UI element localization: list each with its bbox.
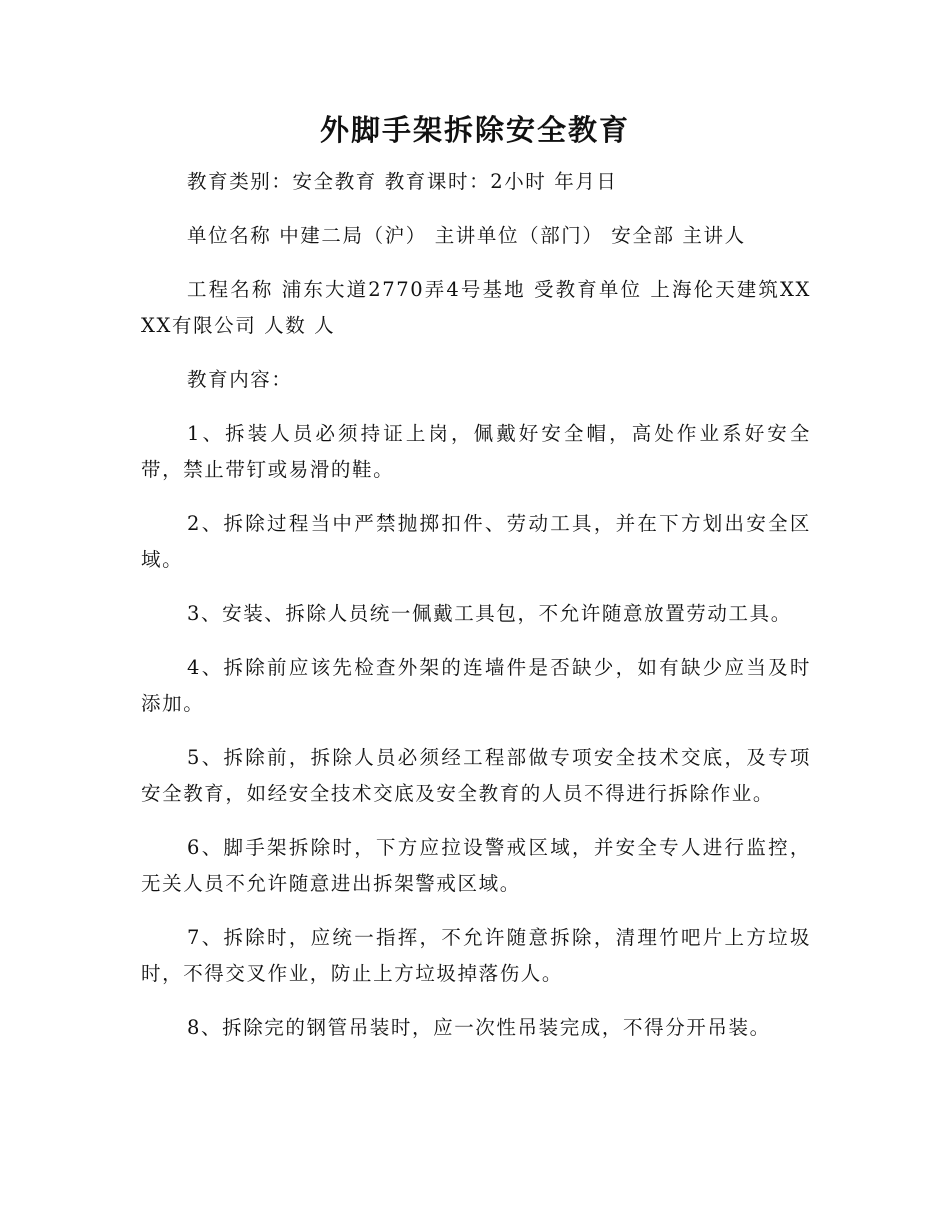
content-item-2: 2、拆除过程当中严禁抛掷扣件、劳动工具，并在下方划出安全区域。 (141, 512, 811, 571)
content-item-5: 5、拆除前，拆除人员必须经工程部做专项安全技术交底，及专项安全教育，如经安全技术交底及安全教育的人员不得进行拆除作业。 (141, 746, 811, 805)
content-item-7: 7、拆除时，应统一指挥，不允许随意拆除，清理竹吧片上方垃圾时，不得交叉作业，防止上方垃圾掉落伤人。 (141, 926, 811, 985)
document-body (141, 164, 811, 1064)
content-item-1: 1、拆装人员必须持证上岗，佩戴好安全帽，高处作业系好安全带，禁止带钉或易滑的鞋。 (141, 422, 811, 481)
document-title: 外脚手架拆除安全教育 (319, 113, 630, 147)
unit-name-line: 单位名称 中建二局（沪） 主讲单位（部门） 安全部 主讲人 (187, 224, 746, 247)
content-item-8: 8、拆除完的钢管吊装时，应一次性吊装完成，不得分开吊装。 (187, 1016, 771, 1039)
education-category-line: 教育类别：安全教育 教育课时：2小时 年月日 (187, 170, 618, 193)
content-item-6: 6、脚手架拆除时，下方应拉设警戒区域，并安全专人进行监控，无关人员不允许随意进出拆架警戒区域。 (141, 836, 811, 895)
content-heading: 教育内容： (187, 368, 293, 391)
content-item-4: 4、拆除前应该先检查外架的连墙件是否缺少，如有缺少应当及时添加。 (141, 656, 811, 715)
content-item-3: 3、安装、拆除人员统一佩戴工具包，不允许随意放置劳动工具。 (187, 602, 792, 625)
project-name-line: 工程名称 浦东大道2770弄4号基地 受教育单位 上海伦天建筑XXXX有限公司 人数 人 (141, 278, 811, 337)
